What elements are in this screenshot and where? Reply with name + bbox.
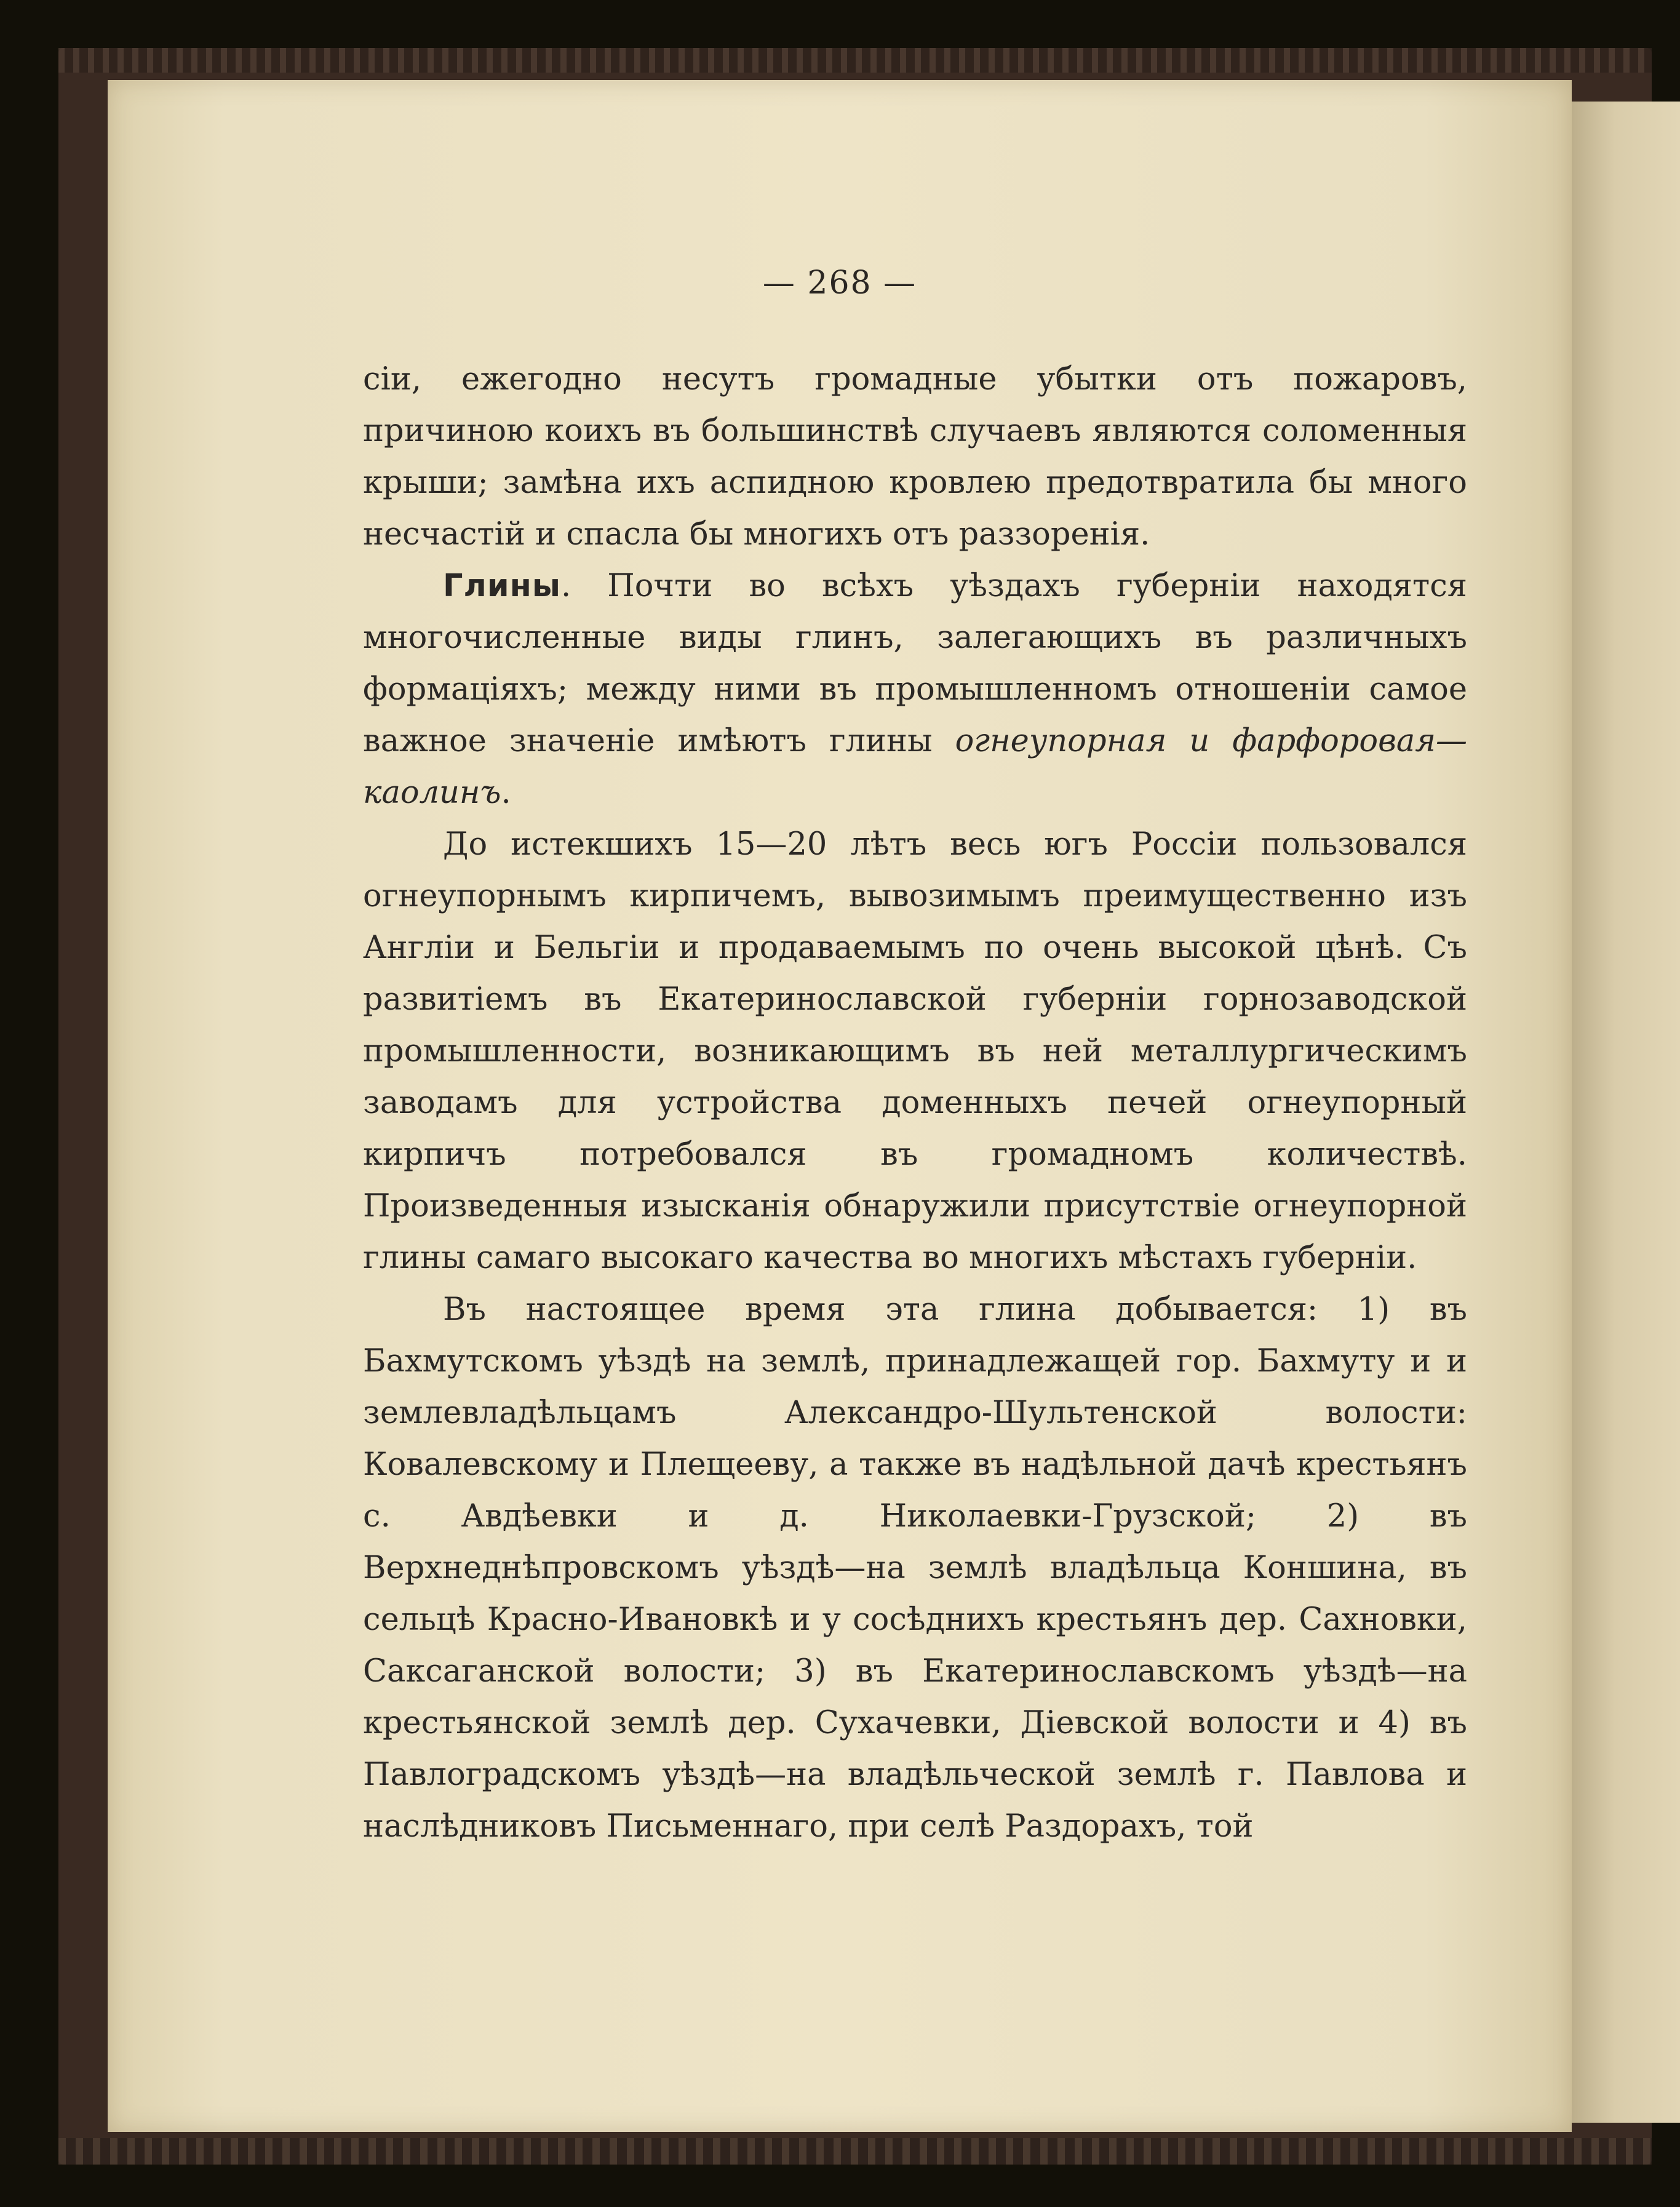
cover-edge-top — [58, 48, 1652, 73]
paragraph-continuation: сіи, ежегодно несутъ громадные убытки отъ пожаровъ, причиною коихъ въ большинствѣ случаевъ являются соломенныя крыши; замѣна ихъ аспидною кровлею предотвратила бы много несчастій и спасла бы многихъ отъ раззоренія. — [363, 361, 1467, 553]
next-page-edge — [1572, 102, 1680, 2123]
paragraph-clays-end: . — [501, 775, 511, 811]
paragraph-firebrick: До истекшихъ 15—20 лѣтъ весь югъ Россіи пользовался огнеупорнымъ кирпичемъ, вывозимымъ преимущественно изъ Англіи и Бельгіи и продаваемымъ по очень высокой цѣнѣ. Съ развитіемъ въ Екатеринославской губерніи горнозаводской промышленности, возникающимъ въ ней металлургическимъ заводамъ для устройства доменныхъ печей огнеупорный кирпичъ потребовался въ громадномъ количествѣ. Произведенныя изысканія обнаружили присутствіе огнеупорной глины самаго высокаго качества во многихъ мѣстахъ губерніи. — [363, 826, 1467, 1276]
paragraph-mining-locations: Въ настоящее время эта глина добывается: 1) въ Бахмутскомъ уѣздѣ на землѣ, принадлежащей гор. Бахмуту и и землевладѣльцамъ Александро-Шультенской волости: Ковалевскому и Плещееву, а также въ надѣльной дачѣ крестьянъ с. Авдѣевки и д. Николаевки-Грузской; 2) въ Верхнеднѣпровскомъ уѣздѣ—на землѣ владѣльца Коншина, въ сельцѣ Красно-Ивановкѣ и у сосѣднихъ крестьянъ дер. Сахновки, Саксаганской волости; 3) въ Екатеринославскомъ уѣздѣ—на крестьянской землѣ дер. Сухачевки, Діевской волости и 4) въ Павлоградскомъ уѣздѣ—на владѣльческой землѣ г. Павлова и наслѣдниковъ Письменнаго, при селѣ Раздорахъ, той — [363, 1291, 1467, 1845]
section-title-clays: Глины — [443, 568, 561, 604]
page-number: — 268 — — [762, 265, 917, 301]
cover-edge-bottom — [58, 2138, 1652, 2165]
paragraph-clays-italic: огнеупорная и фарфоровая—каолинъ — [363, 723, 1467, 811]
paragraph-clays — [363, 561, 1467, 819]
paragraph-clays-text: . Почти во всѣхъ уѣздахъ губерніи находятся многочисленные виды глинъ, залегающихъ въ различныхъ формаціяхъ; между ними въ промышленномъ отношеніи самое важное значеніе имѣютъ глины — [363, 568, 1467, 759]
page-text — [363, 354, 1467, 2064]
book-page — [108, 80, 1572, 2132]
